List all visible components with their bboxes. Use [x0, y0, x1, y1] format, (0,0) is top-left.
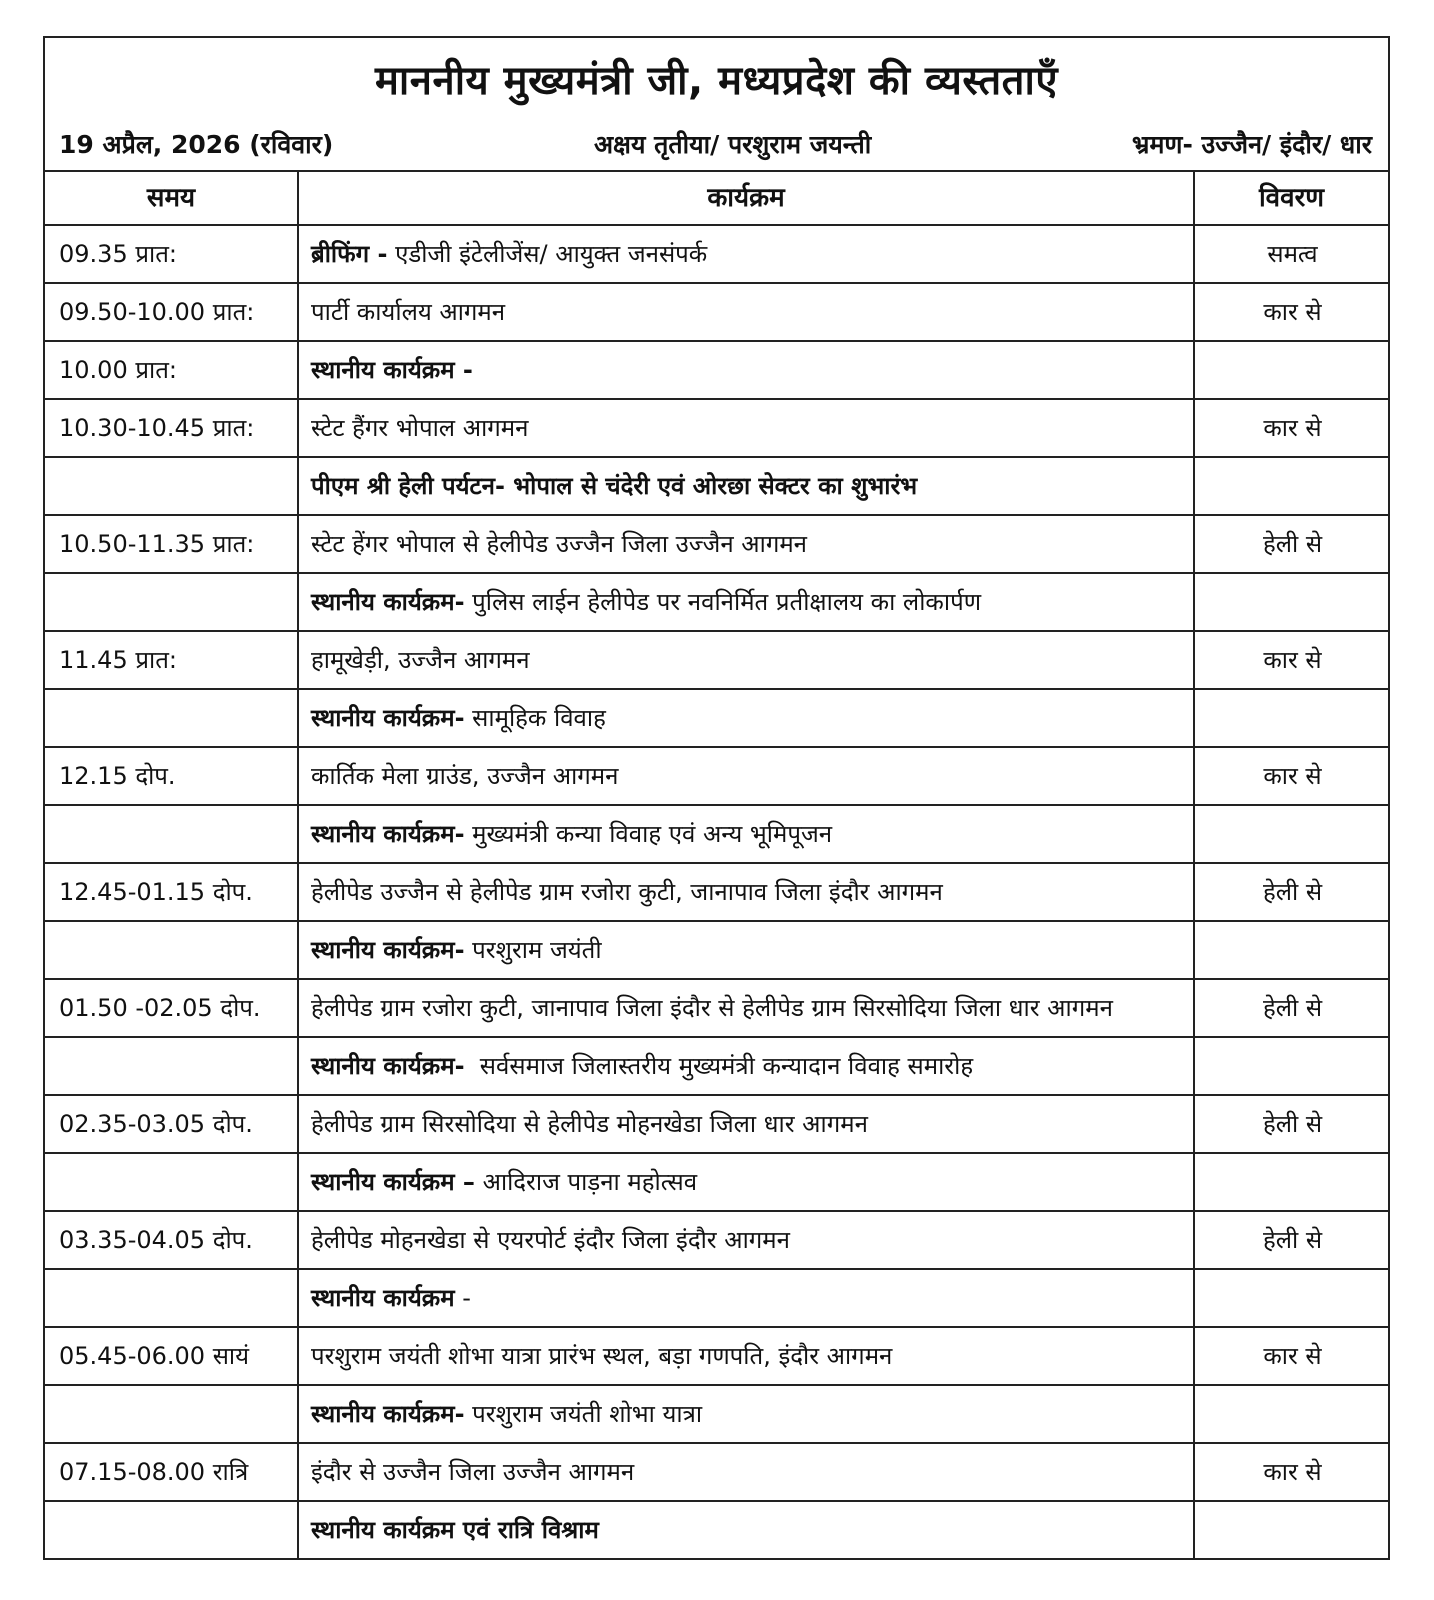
- row-program-text: स्टेट हैंगर भोपाल आगमन: [311, 414, 529, 442]
- row-program: [298, 747, 1194, 805]
- schedule-table: [45, 172, 1388, 1558]
- row-program: [298, 689, 1194, 747]
- schedule-date: 19 अप्रैल, 2026 (रविवार): [59, 130, 334, 159]
- row-time: [45, 1037, 298, 1095]
- row-time: [45, 457, 298, 515]
- table-row: [45, 1211, 1388, 1269]
- row-program: [298, 1095, 1194, 1153]
- row-time: [45, 805, 298, 863]
- row-time: 12.15 दोप.: [45, 747, 298, 805]
- row-program: [298, 1269, 1194, 1327]
- row-detail: समत्व: [1194, 225, 1388, 283]
- table-row: [45, 1153, 1388, 1211]
- row-program: [298, 283, 1194, 341]
- row-program-text: हेलीपेड मोहनखेडा से एयरपोर्ट इंदौर जिला इंदौर आगमन: [311, 1226, 790, 1254]
- row-detail: हेली से: [1194, 1095, 1388, 1153]
- table-row: [45, 689, 1388, 747]
- row-program: [298, 399, 1194, 457]
- table-row: [45, 979, 1388, 1037]
- row-program: [298, 1501, 1194, 1558]
- row-detail: कार से: [1194, 399, 1388, 457]
- row-program-text: स्टेट हेंगर भोपाल से हेलीपेड उज्जैन जिला उज्जैन आगमन: [311, 530, 808, 558]
- table-row: [45, 747, 1388, 805]
- row-program-text: परशुराम जयंती: [464, 936, 602, 964]
- row-detail: [1194, 341, 1388, 399]
- row-program: [298, 1211, 1194, 1269]
- row-detail: [1194, 921, 1388, 979]
- row-detail: हेली से: [1194, 1211, 1388, 1269]
- row-program-text: हेलीपेड ग्राम रजोरा कुटी, जानापाव जिला इंदौर से हेलीपेड ग्राम सिरसोदिया जिला धार आगमन: [311, 994, 1113, 1022]
- column-header-detail: विवरण: [1194, 172, 1388, 225]
- row-time: 02.35-03.05 दोप.: [45, 1095, 298, 1153]
- row-program: [298, 457, 1194, 515]
- table-row: [45, 863, 1388, 921]
- row-detail: [1194, 1037, 1388, 1095]
- schedule-occasion: अक्षय तृतीया/ परशुराम जयन्ती: [593, 130, 872, 159]
- row-program-text: हेलीपेड ग्राम सिरसोदिया से हेलीपेड मोहनखेडा जिला धार आगमन: [311, 1110, 868, 1138]
- row-detail: कार से: [1194, 1327, 1388, 1385]
- row-time: 03.35-04.05 दोप.: [45, 1211, 298, 1269]
- row-program: [298, 1037, 1194, 1095]
- row-detail: [1194, 573, 1388, 631]
- row-program: [298, 805, 1194, 863]
- row-time: [45, 921, 298, 979]
- row-program-heading: ब्रीफिंग -: [311, 240, 388, 268]
- row-program-text: इंदौर से उज्जैन जिला उज्जैन आगमन: [311, 1458, 635, 1486]
- table-row: [45, 573, 1388, 631]
- row-detail: हेली से: [1194, 515, 1388, 573]
- table-row: [45, 1037, 1388, 1095]
- row-time: 12.45-01.15 दोप.: [45, 863, 298, 921]
- row-program: [298, 631, 1194, 689]
- row-detail: हेली से: [1194, 979, 1388, 1037]
- row-program: [298, 341, 1194, 399]
- row-detail: कार से: [1194, 631, 1388, 689]
- row-program-heading: स्थानीय कार्यक्रम-: [311, 936, 465, 964]
- row-program-text: एडीजी इंटेलीजेंस/ आयुक्त जनसंपर्क: [387, 240, 708, 268]
- row-detail: [1194, 1385, 1388, 1443]
- row-time: 11.45 प्रात:: [45, 631, 298, 689]
- column-header-time: समय: [45, 172, 298, 225]
- table-row: [45, 341, 1388, 399]
- row-program: [298, 1443, 1194, 1501]
- table-row: [45, 457, 1388, 515]
- row-time: 10.30-10.45 प्रात:: [45, 399, 298, 457]
- table-row: [45, 283, 1388, 341]
- row-program-text: सर्वसमाज जिलास्तरीय मुख्यमंत्री कन्यादान विवाह समारोह: [464, 1052, 974, 1080]
- row-detail: [1194, 457, 1388, 515]
- row-time: [45, 1385, 298, 1443]
- row-program-text: हेलीपेड उज्जैन से हेलीपेड ग्राम रजोरा कुटी, जानापाव जिला इंदौर आगमन: [311, 878, 943, 906]
- row-detail: कार से: [1194, 1443, 1388, 1501]
- row-time: 09.35 प्रात:: [45, 225, 298, 283]
- table-row: [45, 1269, 1388, 1327]
- row-program-heading: स्थानीय कार्यक्रम-: [311, 820, 465, 848]
- row-program-heading: स्थानीय कार्यक्रम-: [311, 1400, 465, 1428]
- table-row: [45, 921, 1388, 979]
- row-time: 01.50 -02.05 दोप.: [45, 979, 298, 1037]
- row-time: [45, 1153, 298, 1211]
- row-program-heading: स्थानीय कार्यक्रम -: [311, 356, 473, 384]
- row-time: [45, 689, 298, 747]
- row-program-text: हामूखेड़ी, उज्जैन आगमन: [311, 646, 530, 674]
- table-header-row: [45, 172, 1388, 225]
- schedule-sheet: [43, 36, 1390, 1560]
- column-header-program: कार्यक्रम: [298, 172, 1194, 225]
- row-program: [298, 863, 1194, 921]
- row-program-heading: स्थानीय कार्यक्रम-: [311, 1052, 465, 1080]
- table-row: [45, 805, 1388, 863]
- row-time: 10.50-11.35 प्रात:: [45, 515, 298, 573]
- row-program: [298, 225, 1194, 283]
- row-detail: [1194, 689, 1388, 747]
- row-time: [45, 573, 298, 631]
- row-time: [45, 1269, 298, 1327]
- row-time: 05.45-06.00 सायं: [45, 1327, 298, 1385]
- row-detail: कार से: [1194, 283, 1388, 341]
- row-program-text: -: [454, 1284, 471, 1312]
- row-program-text: पुलिस लाईन हेलीपेड पर नवनिर्मित प्रतीक्षालय का लोकार्पण: [464, 588, 982, 616]
- row-program-text: पार्टी कार्यालय आगमन: [311, 298, 506, 326]
- row-program-heading: स्थानीय कार्यक्रम एवं रात्रि विश्राम: [311, 1516, 599, 1544]
- row-program: [298, 573, 1194, 631]
- row-program-heading: स्थानीय कार्यक्रम –: [311, 1168, 475, 1196]
- table-row: [45, 1443, 1388, 1501]
- row-detail: [1194, 1501, 1388, 1558]
- table-row: [45, 1385, 1388, 1443]
- row-program: [298, 1153, 1194, 1211]
- row-program-heading: स्थानीय कार्यक्रम: [311, 1284, 455, 1312]
- row-detail: [1194, 1153, 1388, 1211]
- row-program-text: मुख्यमंत्री कन्या विवाह एवं अन्य भूमिपूजन: [464, 820, 833, 848]
- row-program: [298, 1385, 1194, 1443]
- row-time: 07.15-08.00 रात्रि: [45, 1443, 298, 1501]
- table-row: [45, 515, 1388, 573]
- table-row: [45, 225, 1388, 283]
- row-time: [45, 1501, 298, 1558]
- row-program-text: सामूहिक विवाह: [464, 704, 606, 732]
- row-time: 09.50-10.00 प्रात:: [45, 283, 298, 341]
- table-row: [45, 399, 1388, 457]
- page-title: माननीय मुख्यमंत्री जी, मध्यप्रदेश की व्यस्तताएँ: [375, 57, 1058, 104]
- row-program-heading: पीएम श्री हेली पर्यटन- भोपाल से चंदेरी एवं ओरछा सेक्टर का शुभारंभ: [311, 472, 918, 500]
- row-detail: कार से: [1194, 747, 1388, 805]
- row-program-text: परशुराम जयंती शोभा यात्रा: [464, 1400, 703, 1428]
- schedule-tour: भ्रमण- उज्जैन/ इंदौर/ धार: [1131, 130, 1372, 159]
- schedule-subheader: [45, 118, 1388, 172]
- row-detail: [1194, 805, 1388, 863]
- table-row: [45, 1501, 1388, 1558]
- row-program: [298, 1327, 1194, 1385]
- row-time: 10.00 प्रात:: [45, 341, 298, 399]
- table-row: [45, 1095, 1388, 1153]
- row-program-text: परशुराम जयंती शोभा यात्रा प्रारंभ स्थल, बड़ा गणपति, इंदौर आगमन: [311, 1342, 893, 1370]
- row-program-heading: स्थानीय कार्यक्रम-: [311, 704, 465, 732]
- row-program-heading: स्थानीय कार्यक्रम-: [311, 588, 465, 616]
- row-program: [298, 979, 1194, 1037]
- row-detail: हेली से: [1194, 863, 1388, 921]
- row-program: [298, 921, 1194, 979]
- row-program: [298, 515, 1194, 573]
- row-detail: [1194, 1269, 1388, 1327]
- row-program-text: कार्तिक मेला ग्राउंड, उज्जैन आगमन: [311, 762, 619, 790]
- row-program-text: आदिराज पाड़ना महोत्सव: [474, 1168, 698, 1196]
- table-row: [45, 631, 1388, 689]
- table-row: [45, 1327, 1388, 1385]
